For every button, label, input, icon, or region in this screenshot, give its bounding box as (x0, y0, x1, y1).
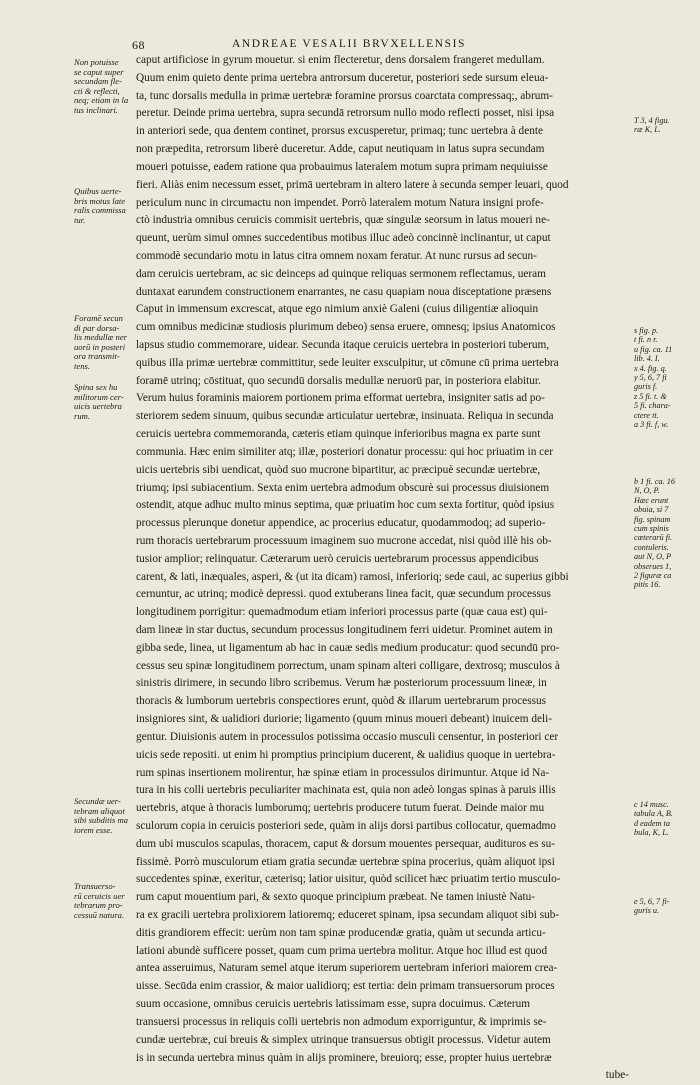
margin-note-line: cessuū natura. (74, 910, 125, 920)
margin-note-line: Secundæ uer- (74, 797, 121, 806)
text-line: peretur. Deinde prima uertebra, supra secundā retrorsum nullo modo reflecti posset, nisi ipsa (136, 107, 555, 120)
text-line: fieri. Aliàs enim necessum esset, primā uertebram in altero latere à secunda semper leuari, quod (136, 178, 569, 191)
margin-note-line: di par dorsa- (74, 323, 120, 333)
text-line: gibba sede, linea, ut ligamentum ab hac in cauæ sedis medium producatur: quod secundū pro- (136, 641, 560, 654)
margin-note-line: sibi subditis ma (74, 816, 128, 826)
main-text-block (136, 52, 629, 1085)
margin-note-line: secundam fle- (74, 77, 122, 87)
margin-note (634, 897, 692, 916)
text-line: succedentes spinæ, exeritur, cæterisq; latior uisitur, quòd scilicet hæc priuatim tertio musculo- (136, 873, 561, 886)
margin-note (634, 477, 692, 590)
text-line: ra ex gracili uertebra prolixiorem latioremq; educeret spinam, ipsa secundam aliquot sibi sub- (136, 909, 560, 921)
text-line: transuersi processus in reliquis colli uertebris non admodum exporriguntur, & imprimis se- (136, 1015, 547, 1028)
text-line: duntaxat earundem constructionem enarrantes, ne casu quapiam noua disceptatione præsens (136, 285, 552, 298)
text-line: non præpedita, retrorsum liberè duceretur. Adde, caput neutiquam in latus supra secundam (136, 143, 545, 156)
text-line: carent, & lati, inæquales, asperi, & (ut ita dicam) ramosi, inferioriq; sede caui, ac superius gibbi (136, 570, 569, 583)
text-line: tura in his colli uertebris peculiariter machinata est, quia non adeò longas spinas à paruis illis (136, 784, 556, 797)
margin-note-line: x 4. fig. q. (634, 363, 667, 373)
text-line: periculum nunc in circumactu non impendet. Porrò lateralem motum Natura insigni profe- (136, 196, 544, 209)
text-line: lapsus studio commemorare, uidear. Secunda itaque ceruicis uertebra in posteriori tuberum, (136, 339, 550, 351)
margin-note-line: s fig. p. (634, 326, 659, 335)
text-line: thoracis & lumborum uertebris conspectiores erunt, quòd & illarum uertebrarum processus (136, 695, 547, 708)
text-line: dam ceruicis uertebram, ac sic deinceps ad quinque reliquas sermonem reflectamus, ueram (136, 267, 546, 280)
margin-note-line: guris u. (634, 906, 660, 916)
text-line: antea asseruimus, Naturam semel atque iterum superiorem uertebram inferiori maiorem crea- (136, 962, 558, 975)
text-line: quibus illa primæ uertebræ committitur, sede leuiter exsculpitur, ut cōmune cū prima uertebra (136, 356, 559, 369)
margin-note-line: se caput super (74, 67, 124, 77)
text-line: rum spinas insertionem molirentur, hæ spinæ etiam in processulos dirimuntur. Atque id Na- (136, 766, 550, 779)
text-line: cundæ uertebræ, cui breuis & simplex utrinque transuersus obtigit processus. Videtur autem (136, 1033, 551, 1046)
text-line: rum caput mouentium pari, & sexto quoque principium præbeat. Ne tamen iniustè Natu- (136, 891, 536, 904)
margin-note-line: uicis uertebra (74, 402, 122, 412)
margin-note-line: rum. (74, 411, 90, 421)
margin-note-line: cti & reflecti, (74, 86, 120, 96)
margin-note-line: T 3, 4 figu. (634, 116, 670, 125)
margin-note (74, 187, 136, 225)
text-line: ctò industria omnibus ceruicis commisit uertebris, quæ singulæ seorsum in latus moueri ne- (136, 214, 550, 227)
margin-note (74, 383, 136, 421)
margin-note-line: militorum cer- (74, 392, 124, 402)
margin-note-line: 2 figuræ ca (634, 571, 672, 581)
margin-note-line: u fig. ca. 11 (634, 344, 673, 354)
text-line: is in secunda uertebra minus quàm in alijs prominere, breuiorq; esse, propter huius uertebræ (136, 1051, 552, 1064)
margin-note-line: obserues 1, (634, 561, 672, 571)
margin-note-line: t fi. n r. (634, 335, 658, 345)
text-line: Verum huius foraminis maiorem portionem prima efformat uertebra, insigniter satis ad po- (136, 392, 545, 405)
text-line: sinistris dirimere, in secundo libro scribemus. Verum hæ posteriorum processuum lineæ, in (136, 677, 547, 690)
text-line: Quum enim quieto dente prima uertebra antrorsum duceretur, posteriori sede sursum eleua- (136, 71, 549, 84)
margin-note-line: c 14 musc. (634, 800, 669, 809)
text-line: in anteriori sede, qua dentem continet, prorsus excusperetur, primaq; tunc uertebra à dente (136, 125, 544, 138)
margin-note-line: tabula A, B. (634, 809, 673, 819)
text-line: commodè secundario motu in latus citra omnem noxam feratur. At nunc rursus ad secun- (136, 249, 537, 262)
text-line: ceruicis uertebra commemoranda, cæteris etiam quinque inferioribus magna ex parte sunt (136, 428, 541, 441)
text-line: rum thoracis uertebrarum processuum imaginem suo mucrone accedat, nisi quòd illè his ob- (136, 534, 552, 547)
margin-note-line: Transuerso- (74, 882, 116, 891)
text-line: cernuntur, ac utrinq; modicè depressi. quod extuberans linea facit, quæ secundum processus (136, 588, 551, 601)
margin-note-line: bula, K, L. (634, 828, 669, 838)
margin-note (74, 882, 136, 920)
margin-note-line: neq; etiam in la (74, 96, 129, 106)
margin-note-line: guris f. (634, 382, 658, 392)
page-header (0, 38, 700, 52)
margin-note-line: pitis 16. (634, 580, 661, 590)
running-head: ANDREAE VESALII BRVXELLENSIS (232, 38, 467, 50)
margin-note-line: d eadem ta (634, 818, 670, 828)
text-line: cum omnibus medicinæ studiosis plurimum debeo) sensa eruere, omnesq; ipsius Anatomicos (136, 321, 556, 334)
margin-note-line: 5 fi. chara- (634, 401, 671, 411)
margin-note-line: bris motus late (74, 196, 126, 206)
page-number: 68 (132, 38, 145, 52)
margin-note-line: e 5, 6, 7 fi- (634, 897, 670, 906)
text-line: uicis uertebris sibi uendicat, quòd suo mucrone bipartitur, ac præcipuè secundæ uertebræ, (136, 463, 541, 476)
margin-note-line: ctere tt. (634, 410, 659, 420)
margin-note (634, 800, 692, 838)
text-line: moueri potuisse, eadem ratione qua probauimus lateralem motum supra primam nequiuisse (136, 160, 548, 173)
text-line: ta, tunc dorsalis medulla in primæ uertebræ foramine prorsus coarctata compressaq;, abrum- (136, 89, 553, 102)
margin-note-line: Hæc erunt (634, 495, 669, 505)
text-line: processus plerunque donetur appendice, ac procerius educatur, quodammodoq; ad superio- (136, 517, 546, 530)
margin-note-line: z 5 fi. t. & (634, 391, 667, 401)
margin-note-line: tus inclinari. (74, 105, 118, 115)
text-line: dam lineæ in star ductus, secundum processus longitudinem ferri uidetur. Prominet autem in (136, 624, 553, 636)
text-line: cessus seu spinæ longitudinem porrectum, unam spinam alteri colligare, dextrosq; musculos à (136, 659, 560, 672)
margin-note-line: tebrarum pro- (74, 901, 123, 911)
margin-note-line: obuia, si 7 (634, 505, 669, 515)
text-line: suum occasione, omnibus ceruicis uertebris latissimam esse, supra docuimus. Cæterum (136, 998, 531, 1011)
text-line: uicis sede repositi. ut enim hi promptius principium ducerent, & ualidius quoque in uertebra- (136, 748, 556, 761)
text-line: tusior amplior; relinquatur. Cæterarum uerò ceruicis uertebrarum processus appendicibus (136, 552, 539, 565)
margin-note-line: a 3 fi. f, w. (634, 420, 669, 430)
margin-note-line: uorū in posteri (74, 342, 126, 352)
text-line: queunt, uerùm simul omnes succedentibus motibus illuc adeò concinnè inclinantur, ut caput (136, 232, 551, 245)
text-line: steriorem sedem sinuum, quibus secundæ articulatur uertebræ, insinuata. Reliqua in secunda (136, 410, 554, 423)
margin-note-line: ræ K, L. (634, 125, 661, 135)
text-line: sculorum copia in ceruicis posteriori sede, quàm in alijs dorsi partibus collocatur, quemadmo (136, 819, 556, 832)
text-line: ditis grandiorem effecit: uerùm non tam spinæ producendæ gratia, quàm ut secunda articu- (136, 926, 546, 939)
margin-note (634, 326, 692, 429)
margin-note (74, 314, 136, 372)
text-line: uertebris, atque à thoracis lumborumq; uertebris producere tutum fuerat. Deinde maior mu (136, 802, 545, 815)
text-line: fissimè. Porrò musculorum etiam gratia secundæ uertebræ spina procerius, quàm aliquot ipsi (136, 855, 555, 868)
margin-note-line: ralis commissa (74, 206, 126, 216)
text-line: uisse. Secūda enim crassior, & maior ualidiorq; est tertia: dein primam transuersorum proces (136, 980, 555, 993)
margin-note-line: tebram aliquot (74, 806, 125, 816)
margin-note-line: cum spinis (634, 524, 669, 534)
text-line: tube- (605, 1069, 629, 1082)
text-line: triumq; ipsi subiacentium. Sexta enim uertebra admodum obscurè sui processus diuisionem (136, 481, 550, 494)
margin-note-line: Quibus uerte- (74, 187, 122, 196)
margin-note-line: fig. spinam (634, 514, 671, 524)
margin-note-line: cæterarū fi. (634, 533, 673, 543)
text-line: dum ubi musculos scapulas, thoracem, caput & dorsum mouentes persequar, audituros es su- (136, 837, 556, 850)
margin-note-line: Foramē secun (74, 314, 123, 323)
text-line: gentur. Diuisionis autem in processulos potissima occasio musculi censentur, in posteriori cer (136, 730, 559, 743)
margin-note-line: lib. 4. I. (634, 354, 660, 364)
text-line: communia. Hæc enim similiter atq; illæ, posteriori donatur processu: qui hoc priuatim in cer (136, 445, 553, 458)
text-line: longitudinem porrigitur: quemadmodum etiam inferiori processus parte (quæ caua est) qui- (136, 606, 548, 619)
margin-note-line: Non potuisse (74, 58, 119, 67)
margin-note-line: tens. (74, 361, 90, 371)
margin-note-line: N, O, P. (634, 486, 660, 496)
margin-note (74, 58, 136, 116)
margin-note-line: lis medullæ ner (74, 333, 127, 343)
margin-note-line: rū ceruicis uer (74, 891, 125, 901)
margin-note-line: iorem esse. (74, 825, 113, 835)
margin-note-line: y 5, 6, 7 fi (634, 373, 667, 383)
margin-note-line: Spina sex hu (74, 383, 118, 392)
margin-note-line: aut N, O, P (634, 552, 672, 562)
margin-note (74, 797, 136, 835)
margin-note-line: contuleris. (634, 542, 669, 552)
margin-note (634, 116, 692, 135)
margin-note-line: b 1 fi. ca. 16 (634, 477, 675, 486)
text-line: insigniores sint, & ualidiori duriorie; ligamento (quum minus moueri debeant) inuicem deli- (136, 713, 553, 726)
margin-note-line: ora transmit- (74, 352, 120, 362)
text-line: lationi abundè sufficere posset, quam cum prima uertebra molitur. Atque hoc illud est quod (136, 944, 548, 957)
text-line: Caput in immensum excrescat, atque ego nimium anxiè Galeni (cuius diligentiæ alioquin (136, 303, 539, 316)
text-line: foramē utrinq; cōstituat, quo secundū dorsalis medullæ neruorū par, in posteriora elabitur. (136, 374, 541, 387)
text-line: caput artificiose in gyrum mouetur. si enim flecteretur, dens dorsalem frangeret medullam. (136, 54, 545, 66)
margin-note-line: tur. (74, 215, 86, 225)
text-line: ostendit, atque adhuc multo minus septima, quæ priuatim hoc cum sexta fortitur, quòd ipsius (136, 499, 555, 512)
